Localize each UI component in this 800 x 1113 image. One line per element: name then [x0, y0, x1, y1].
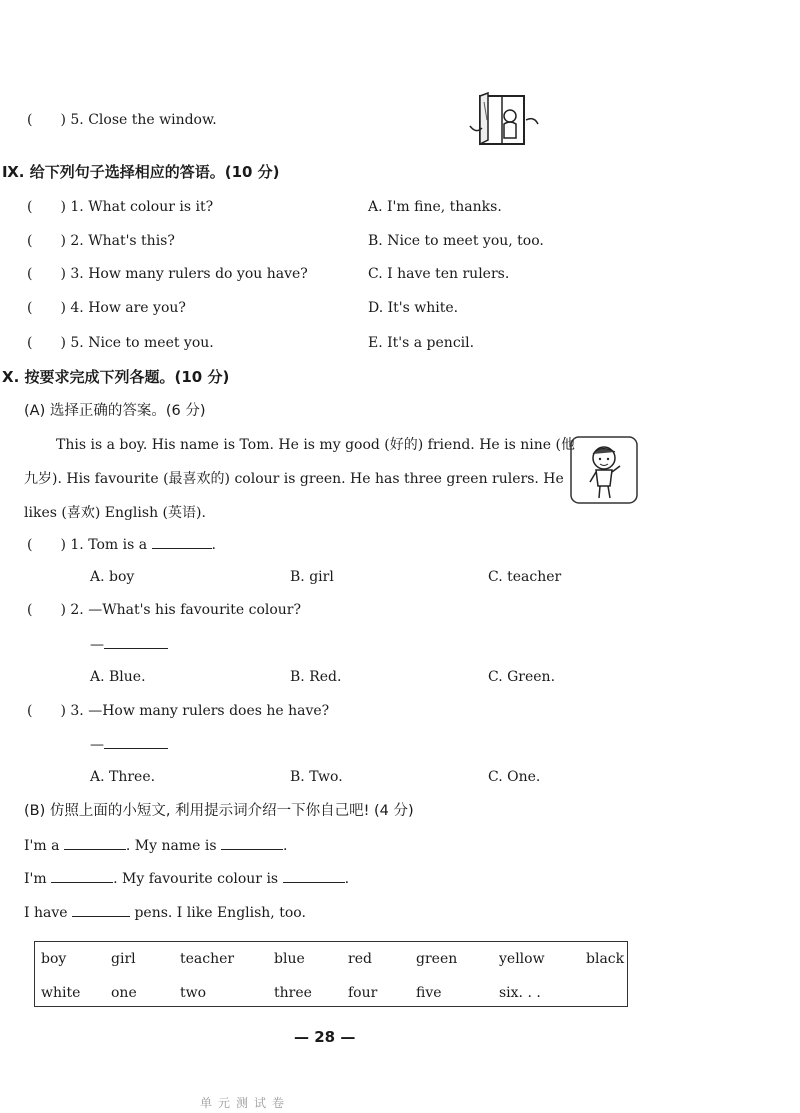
page-number: — 28 — — [294, 1028, 356, 1046]
fill-blank[interactable] — [72, 903, 130, 917]
a2-option-a: A. Blue. — [90, 669, 146, 685]
section-9-title: Ⅸ. 给下列句子选择相应的答语。(10 分) — [2, 163, 280, 181]
question-end: . — [211, 537, 216, 553]
answer-paren[interactable]: ( ) — [27, 335, 66, 351]
s9-question-2 — [27, 232, 175, 250]
word-bank-item: boy — [41, 951, 67, 967]
line-text: . — [344, 871, 350, 887]
line-text: . — [283, 838, 288, 854]
line-text: . My favourite colour is — [113, 871, 279, 887]
fill-blank[interactable] — [51, 869, 113, 883]
question-text: 4. How are you? — [70, 300, 186, 316]
fill-blank[interactable] — [64, 836, 126, 850]
close-window-illustration — [466, 90, 542, 150]
s9-answer-d: D. It's white. — [368, 300, 459, 316]
answer-paren[interactable]: ( ) — [27, 602, 66, 618]
line-text: . My name is — [125, 838, 217, 854]
answer-paren[interactable]: ( ) — [27, 703, 66, 719]
answer-paren[interactable]: ( ) — [27, 233, 66, 249]
passage-line-1: This is a boy. His name is Tom. He is my good (好的) friend. He is nine (他 — [56, 437, 575, 453]
s9-answer-a: A. I'm fine, thanks. — [368, 199, 502, 215]
a3-option-c: C. One. — [488, 769, 541, 785]
passage-line-3: likes (喜欢) English (英语). — [24, 505, 206, 521]
b-line-3 — [24, 903, 306, 922]
s9-question-5 — [27, 334, 214, 352]
answer-paren[interactable]: ( ) — [27, 300, 66, 316]
s9-answer-c: C. I have ten rulers. — [368, 266, 510, 282]
a2-answer-line — [90, 635, 168, 654]
word-bank-item: six. . . — [499, 985, 541, 1001]
a3-option-a: A. Three. — [90, 769, 156, 785]
footer-text: 单元测试卷 — [200, 1096, 291, 1110]
question-text: 1. What colour is it? — [70, 199, 214, 215]
a1-option-c: C. teacher — [488, 569, 562, 585]
question-text: 3. How many rulers do you have? — [70, 266, 308, 282]
question-text: 3. —How many rulers does he have? — [70, 703, 330, 719]
fill-blank[interactable] — [104, 735, 168, 749]
word-bank-item: five — [416, 985, 442, 1001]
fill-blank[interactable] — [283, 869, 345, 883]
word-bank-item: white — [41, 985, 81, 1001]
a-question-1 — [27, 535, 216, 554]
a-question-2 — [27, 601, 301, 619]
word-bank-item: two — [180, 985, 207, 1001]
boy-illustration — [570, 436, 638, 504]
answer-paren[interactable]: ( ) — [27, 537, 66, 553]
top-question — [27, 111, 217, 129]
fill-blank[interactable] — [221, 836, 283, 850]
s9-answer-b: B. Nice to meet you, too. — [368, 233, 544, 249]
b-line-2 — [24, 869, 349, 888]
word-bank-item: green — [416, 951, 458, 967]
s9-question-4 — [27, 299, 186, 317]
question-text: 2. —What's his favourite colour? — [70, 602, 301, 618]
a1-option-b: B. girl — [290, 569, 334, 585]
question-text: 2. What's this? — [70, 233, 175, 249]
a3-option-b: B. Two. — [290, 769, 343, 785]
s9-question-1 — [27, 198, 213, 216]
fill-blank[interactable] — [104, 635, 168, 649]
word-bank-item: one — [111, 985, 137, 1001]
a-question-3 — [27, 702, 329, 720]
line-text: I'm — [24, 871, 47, 887]
word-bank-item: black — [586, 951, 625, 967]
word-bank — [34, 941, 628, 1007]
answer-paren[interactable]: ( ) — [27, 112, 66, 128]
a2-option-b: B. Red. — [290, 669, 342, 685]
s9-question-3 — [27, 265, 308, 283]
question-text: 5. Close the window. — [70, 112, 217, 128]
question-text: 5. Nice to meet you. — [70, 335, 214, 351]
word-bank-item: red — [348, 951, 372, 967]
word-bank-item: four — [348, 985, 378, 1001]
answer-paren[interactable]: ( ) — [27, 199, 66, 215]
answer-paren[interactable]: ( ) — [27, 266, 66, 282]
word-bank-item: blue — [274, 951, 305, 967]
a3-answer-line — [90, 735, 168, 754]
part-a-title: (A) 选择正确的答案。(6 分) — [24, 403, 206, 419]
answer-dash: — — [90, 737, 104, 753]
passage-line-2: 九岁). His favourite (最喜欢的) colour is green. He has three green rulers. He — [24, 471, 564, 487]
line-text: I'm a — [24, 838, 60, 854]
a2-option-c: C. Green. — [488, 669, 556, 685]
section-10-title: Ⅹ. 按要求完成下列各题。(10 分) — [2, 368, 230, 386]
a1-option-a: A. boy — [90, 569, 135, 585]
word-bank-item: teacher — [180, 951, 235, 967]
word-bank-item: yellow — [499, 951, 545, 967]
line-text: I have — [24, 905, 68, 921]
line-text: pens. I like English, too. — [134, 905, 306, 921]
s9-answer-e: E. It's a pencil. — [368, 335, 475, 351]
b-line-1 — [24, 836, 287, 855]
word-bank-item: girl — [111, 951, 136, 967]
word-bank-item: three — [274, 985, 312, 1001]
question-text: 1. Tom is a — [70, 537, 148, 553]
fill-blank[interactable] — [152, 535, 212, 549]
part-b-title: (B) 仿照上面的小短文, 利用提示词介绍一下你自己吧! (4 分) — [24, 803, 414, 819]
answer-dash: — — [90, 637, 104, 653]
